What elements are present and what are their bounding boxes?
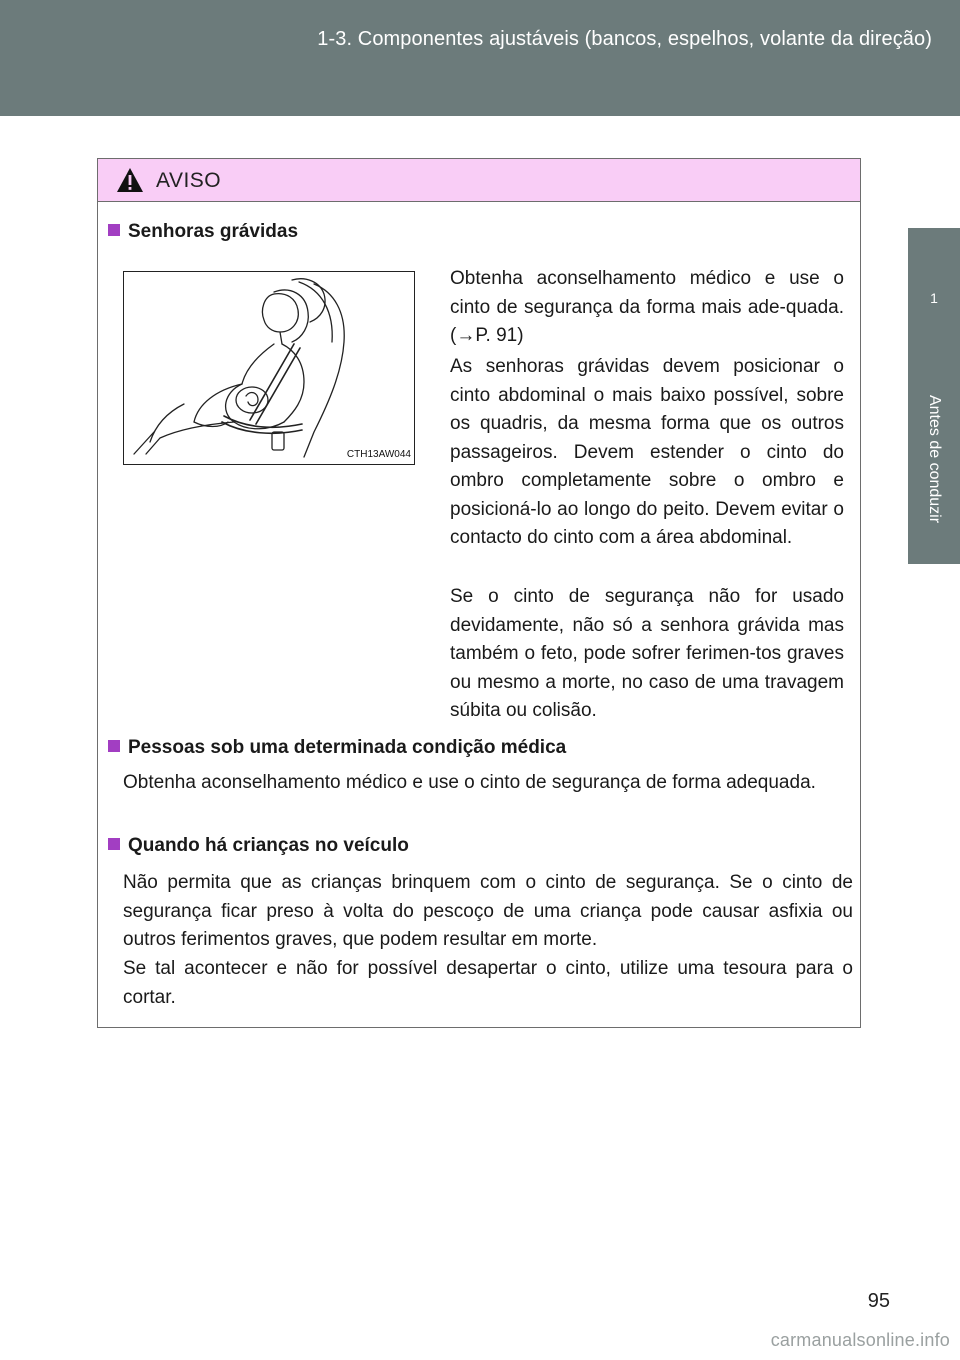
paragraph-pregnant-2: As senhoras grávidas devem posicionar o cinto abdominal o mais baixo possível, sobre os quadris, da mesma forma que os outros passageiros. Devem estender o cinto do ombro completamente sobre o ombro e posicioná-lo ao longo do peito. Devem evitar o contacto do cinto com a área abdominal.	[450, 356, 844, 548]
square-bullet-icon	[108, 740, 120, 752]
section-title-pregnant: Senhoras grávidas	[108, 221, 298, 243]
paragraph-children-2: Se tal acontecer e não for possível desapertar o cinto, utilize uma tesoura para o cortar.	[123, 958, 853, 1008]
side-tab-number: 1	[930, 290, 938, 306]
warning-header	[98, 159, 860, 202]
paragraph-pregnant-3: Se o cinto de segurança não for usado devidamente, não só a senhora grávida mas também o feto, pode sofrer ferimen-tos graves ou mesmo a morte, no caso de uma travagem súbita ou colisão.	[450, 586, 844, 721]
illustration-pregnant-seatbelt	[123, 271, 415, 465]
paragraph-medical-condition: Obtenha aconselhamento médico e use o cinto de segurança de forma adequada.	[123, 772, 816, 793]
figure-code: CTH13AW044	[346, 449, 411, 460]
warning-heading: AVISO	[156, 169, 222, 192]
square-bullet-icon	[108, 838, 120, 850]
section-title-medical-condition: Pessoas sob uma determinada condição médica	[108, 737, 566, 759]
page-number: 95	[867, 1290, 890, 1312]
side-tab-label: Antes de conduzir	[926, 394, 943, 524]
warning-box	[97, 158, 861, 1028]
square-bullet-icon	[108, 224, 120, 236]
pregnant-woman-seatbelt-icon	[124, 272, 414, 464]
warning-triangle-icon	[116, 167, 144, 193]
watermark: carmanualsonline.info	[770, 1330, 950, 1350]
chapter-title: 1-3. Componentes ajustáveis (bancos, espelhos, volante da direção)	[317, 28, 932, 50]
paragraph-children-1: Não permita que as crianças brinquem com o cinto de segurança. Se o cinto de segurança ficar preso à volta do pescoço de uma criança pode causar asfixia ou outros ferimentos graves, que podem resultar em morte.	[123, 872, 853, 950]
section-title-children: Quando há crianças no veículo	[108, 835, 409, 857]
side-tab-section	[908, 354, 960, 564]
page-header	[0, 0, 960, 116]
paragraph-pregnant-1: Obtenha aconselhamento médico e use o cinto de segurança da forma mais ade-quada. (→P. 91)	[450, 268, 844, 346]
